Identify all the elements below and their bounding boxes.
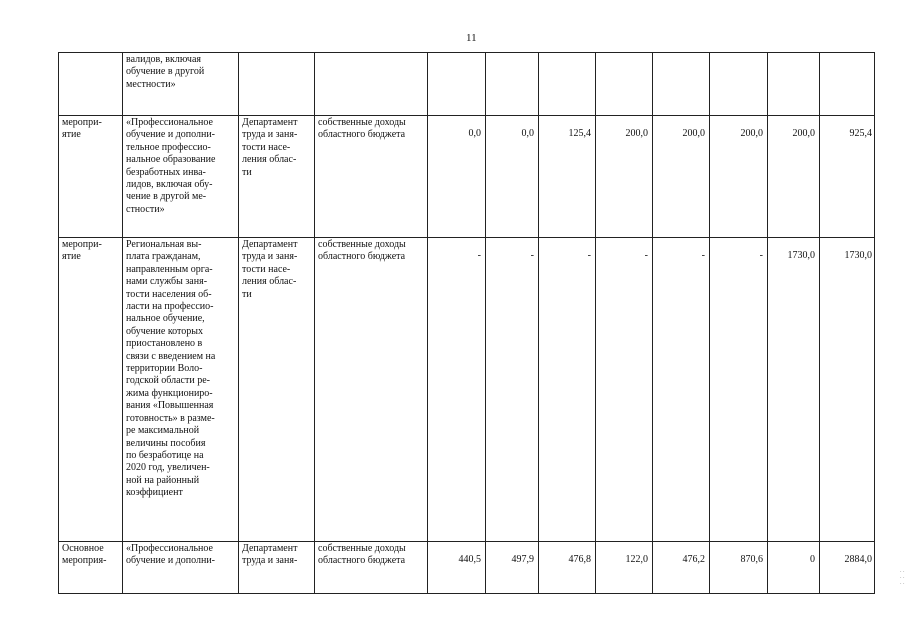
funding-source-cell: собственные доходы областного бюджета	[315, 238, 428, 542]
funding-source-cell	[315, 53, 428, 116]
funding-source-cell: собственные доходы областного бюджета	[315, 116, 428, 238]
total-value-cell: 925,4	[820, 116, 875, 238]
year-value-cell: 0	[768, 542, 820, 594]
year-value-cell: 476,2	[653, 542, 710, 594]
total-value-cell: 1730,0	[820, 238, 875, 542]
year-value-cell: 200,0	[653, 116, 710, 238]
year-value-cell: -	[653, 238, 710, 542]
year-value-cell: 122,0	[596, 542, 653, 594]
year-value-cell: 476,8	[539, 542, 596, 594]
activity-type-cell: меропри- ятие	[59, 238, 123, 542]
year-value-cell	[710, 53, 768, 116]
table-row	[59, 116, 875, 238]
year-value-cell: 200,0	[596, 116, 653, 238]
year-value-cell: 1730,0	[768, 238, 820, 542]
year-value-cell: 125,4	[539, 116, 596, 238]
year-value-cell: -	[539, 238, 596, 542]
activity-type-cell: Основное мероприя-	[59, 542, 123, 594]
executor-cell	[239, 53, 315, 116]
year-value-cell: -	[710, 238, 768, 542]
funding-source-cell: собственные доходы областного бюджета	[315, 542, 428, 594]
activity-type-cell: меропри- ятие	[59, 116, 123, 238]
year-value-cell	[653, 53, 710, 116]
year-value-cell: 200,0	[768, 116, 820, 238]
total-value-cell	[820, 53, 875, 116]
total-value-cell: 2884,0	[820, 542, 875, 594]
year-value-cell: 870,6	[710, 542, 768, 594]
year-value-cell	[768, 53, 820, 116]
executor-cell: Департамент труда и заня-	[239, 542, 315, 594]
activity-name-cell: валидов, включая обучение в другой местности»	[123, 53, 239, 116]
activity-name-cell: Региональная вы- плата гражданам, направленным орга- нами службы заня- тости населения об- ласти на профессио- нальное обучение, обучение которых приостановлено в связи с введением на территории Воло- годской области ре- жима функциониро- вания «Повышенная готовность» в разме- ре максимальной величины пособия по безработице на 2020 год, увеличен- ной на районный коэффициент	[123, 238, 239, 542]
activity-name-cell: «Профессиональное обучение и дополни- тельное профессио- нальное образование безработных инва- лидов, включая обу- чение в другой ме- стности»	[123, 116, 239, 238]
year-value-cell: -	[486, 238, 539, 542]
executor-cell: Департамент труда и заня- тости насе- ления облас- ти	[239, 238, 315, 542]
activity-type-cell	[59, 53, 123, 116]
budget-table	[58, 52, 875, 594]
margin-marks: . . . . . .	[900, 568, 905, 586]
year-value-cell	[539, 53, 596, 116]
page-number: 11	[466, 32, 477, 44]
table-row	[59, 53, 875, 116]
year-value-cell: -	[596, 238, 653, 542]
executor-cell: Департамент труда и заня- тости насе- ления облас- ти	[239, 116, 315, 238]
year-value-cell: 440,5	[428, 542, 486, 594]
year-value-cell	[428, 53, 486, 116]
table-row	[59, 542, 875, 594]
year-value-cell: 0,0	[486, 116, 539, 238]
year-value-cell: 497,9	[486, 542, 539, 594]
activity-name-cell: «Профессиональное обучение и дополни-	[123, 542, 239, 594]
year-value-cell: -	[428, 238, 486, 542]
year-value-cell: 0,0	[428, 116, 486, 238]
year-value-cell: 200,0	[710, 116, 768, 238]
year-value-cell	[486, 53, 539, 116]
year-value-cell	[596, 53, 653, 116]
table-row	[59, 238, 875, 542]
